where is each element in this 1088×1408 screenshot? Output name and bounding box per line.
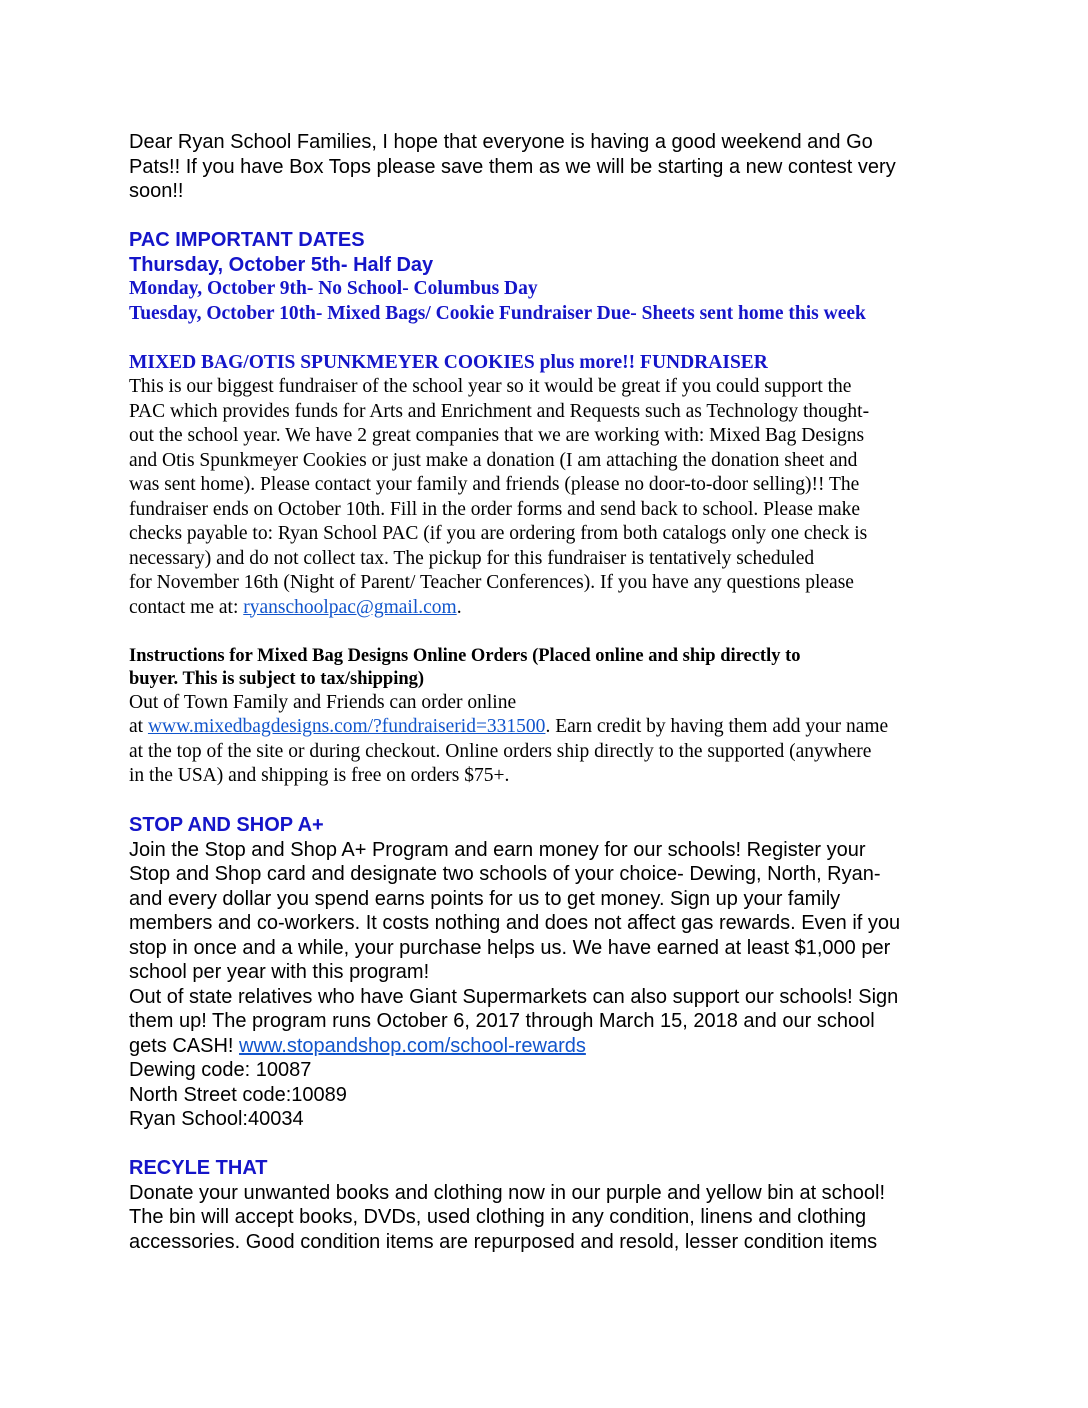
pac-dates-section bbox=[129, 228, 969, 326]
pac-dates-heading: PAC IMPORTANT DATES bbox=[129, 229, 365, 251]
school-code-north: North Street code:10089 bbox=[129, 1083, 347, 1106]
instructions-heading: Instructions for Mixed Bag Designs Online Orders (Placed online and ship directly to bbox=[129, 645, 801, 666]
fundraiser-line: and Otis Spunkmeyer Cookies or just make a donation (I am attaching the donation sheet and bbox=[129, 449, 858, 471]
fundraiser-line: for November 16th (Night of Parent/ Teacher Conferences). If you have any questions please bbox=[129, 572, 854, 593]
fundraiser-line: necessary) and do not collect tax. The pickup for this fundraiser is tentatively scheduled bbox=[129, 547, 815, 569]
instructions-line: Out of Town Family and Friends can order online bbox=[129, 691, 517, 713]
stopandshop-link[interactable]: www.stopandshop.com/school-rewards bbox=[239, 1034, 586, 1057]
date-item-half-day: Thursday, October 5th- Half Day bbox=[129, 253, 434, 276]
stop-shop-section bbox=[129, 813, 969, 1132]
instructions-line: in the USA) and shipping is free on orders $75+. bbox=[129, 765, 510, 786]
school-code-ryan: Ryan School:40034 bbox=[129, 1108, 304, 1130]
contact-prefix: contact me at: bbox=[129, 596, 244, 618]
fundraiser-line: PAC which provides funds for Arts and Enrichment and Requests such as Technology thought- bbox=[129, 400, 870, 422]
stop-shop-line: and every dollar you spend earns points for us to get money. Sign up your family bbox=[129, 887, 841, 910]
stop-shop-heading: STOP AND SHOP A+ bbox=[129, 814, 324, 836]
stop-shop-line: Stop and Shop card and designate two schools of your choice- Dewing, North, Ryan- bbox=[129, 863, 881, 885]
stop-shop-cash-line bbox=[129, 1034, 969, 1059]
cash-prefix: gets CASH! bbox=[129, 1034, 240, 1057]
intro-paragraph bbox=[129, 130, 969, 204]
fundraiser-contact-line bbox=[129, 596, 969, 621]
stop-shop-line: Out of state relatives who have Giant Supermarkets can also support our schools! Sign bbox=[129, 985, 899, 1008]
instructions-line: at the top of the site or during checkout. Online orders ship directly to the supported (anywhere bbox=[129, 740, 872, 762]
stop-shop-line: Join the Stop and Shop A+ Program and earn money for our schools! Register your bbox=[129, 838, 866, 861]
intro-line: soon!! bbox=[129, 180, 184, 202]
intro-line: Pats!! If you have Box Tops please save them as we will be starting a new contest very bbox=[129, 155, 896, 178]
instructions-line bbox=[129, 715, 969, 740]
fundraiser-line: out the school year. We have 2 great companies that we are working with: Mixed Bag Designs bbox=[129, 425, 865, 446]
stop-shop-line: school per year with this program! bbox=[129, 961, 430, 983]
instructions-section bbox=[129, 645, 969, 789]
fundraiser-section bbox=[129, 351, 969, 621]
recycle-heading: RECYLE THAT bbox=[129, 1157, 268, 1179]
school-code-dewing: Dewing code: 10087 bbox=[129, 1059, 312, 1081]
stop-shop-line: them up! The program runs October 6, 2017 through March 15, 2018 and our school bbox=[129, 1010, 875, 1032]
instructions-prefix: at bbox=[129, 716, 148, 737]
fundraiser-line: was sent home). Please contact your family and friends (please no door-to-door selling)!! The bbox=[129, 474, 860, 495]
stop-shop-line: members and co-workers. It costs nothing and does not affect gas rewards. Even if you bbox=[129, 912, 901, 934]
recycle-line: accessories. Good condition items are repurposed and resold, lesser condition items bbox=[129, 1230, 878, 1253]
date-item-fundraiser-due: Tuesday, October 10th- Mixed Bags/ Cookie Fundraiser Due- Sheets sent home this week bbox=[129, 302, 866, 324]
recycle-line: The bin will accept books, DVDs, used clothing in any condition, linens and clothing bbox=[129, 1206, 867, 1228]
intro-line: Dear Ryan School Families, I hope that everyone is having a good weekend and Go bbox=[129, 131, 873, 153]
stop-shop-line: stop in once and a while, your purchase helps us. We have earned at least $1,000 per bbox=[129, 936, 891, 959]
recycle-line: Donate your unwanted books and clothing now in our purple and yellow bin at school! bbox=[129, 1181, 886, 1204]
fundraiser-line: fundraiser ends on October 10th. Fill in the order forms and send back to school. Please make bbox=[129, 498, 861, 520]
fundraiser-heading: MIXED BAG/OTIS SPUNKMEYER COOKIES plus more!! FUNDRAISER bbox=[129, 351, 768, 373]
fundraiser-body bbox=[129, 375, 969, 620]
mixedbag-link[interactable]: www.mixedbagdesigns.com/?fundraiserid=331500 bbox=[147, 716, 546, 737]
date-item-columbus-day: Monday, October 9th- No School- Columbus Day bbox=[129, 278, 538, 299]
email-link[interactable]: ryanschoolpac@gmail.com bbox=[243, 596, 457, 618]
fundraiser-line: This is our biggest fundraiser of the school year so it would be great if you could support the bbox=[129, 376, 852, 397]
recycle-section bbox=[129, 1156, 969, 1254]
contact-suffix: . bbox=[456, 596, 462, 618]
instructions-body bbox=[129, 691, 969, 789]
newsletter-page bbox=[129, 130, 969, 1254]
instructions-heading: buyer. This is subject to tax/shipping) bbox=[129, 668, 425, 689]
instructions-suffix: . Earn credit by having them add your name bbox=[545, 716, 889, 737]
fundraiser-line: checks payable to: Ryan School PAC (if you are ordering from both catalogs only one check is bbox=[129, 523, 868, 544]
